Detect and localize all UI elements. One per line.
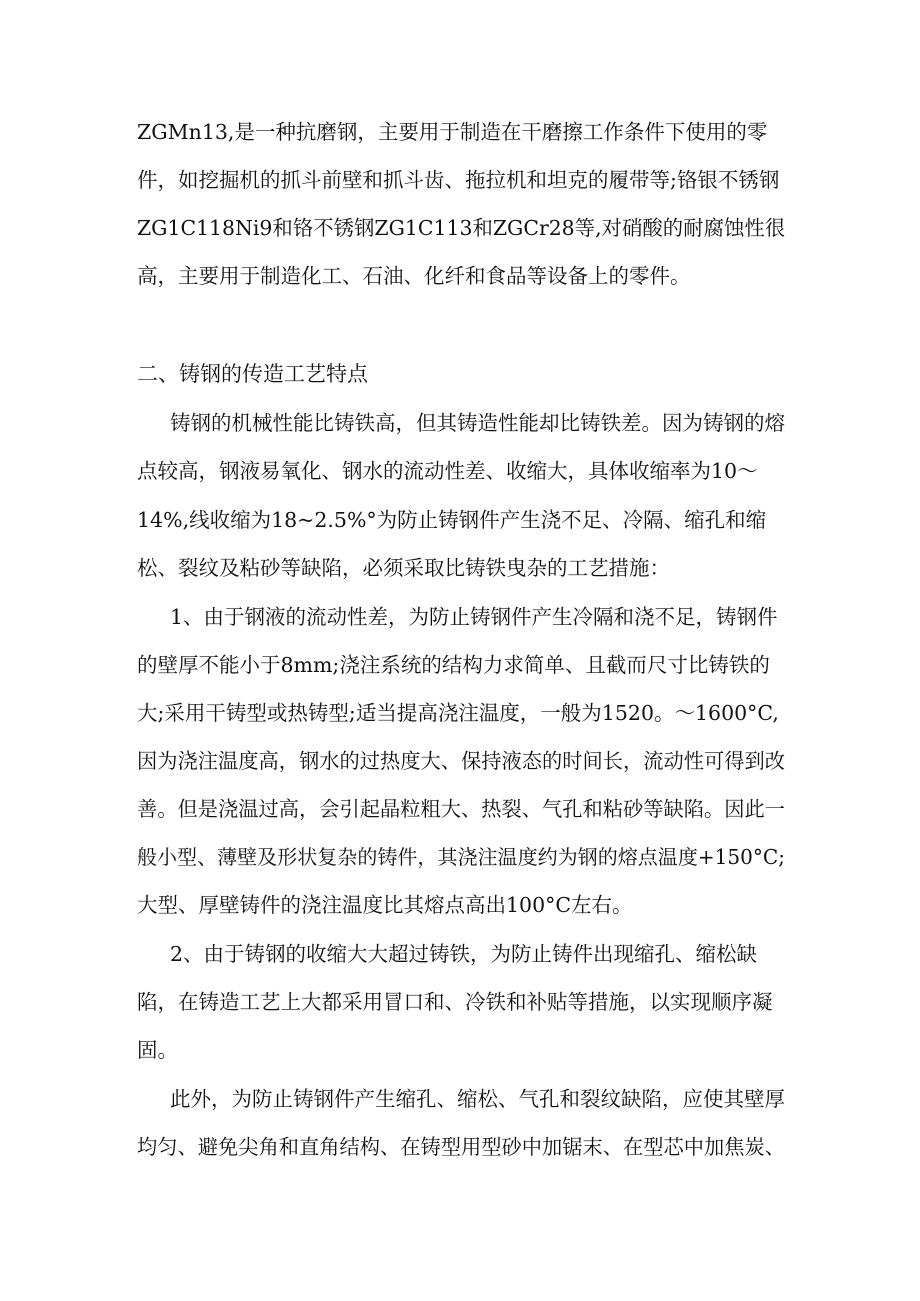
- paragraph-line: ZGMn13,是一种抗磨钢，主要用于制造在干磨擦工作条件下使用的零: [137, 120, 768, 144]
- paragraph-line: 大;采用干铸型或热铸型;适当提高浇注温度，一般为1520。〜1600°C,: [137, 701, 779, 725]
- paragraph-line: 2、由于铸钢的收缩大大超过铸铁，为防止铸件出现缩孔、缩松缺: [170, 942, 758, 966]
- paragraph-line: 善。但是浇温过高，会引起晶粒粗大、热裂、气孔和粘砂等缺陷。因此一: [137, 797, 786, 821]
- paragraph-line: 大型、厚壁铸件的浇注温度比其熔点高出100°C左右。: [137, 893, 633, 917]
- paragraph-line: 固。: [137, 1038, 178, 1062]
- paragraph-line: 高，主要用于制造化工、石油、化纤和食品等设备上的零件。: [137, 264, 691, 288]
- paragraph-line: 点较高，钢液易氧化、钢水的流动性差、收缩大，具体收缩率为10〜: [137, 459, 758, 483]
- paragraph-line: 陷，在铸造工艺上大都采用冒口和、冷铁和补贴等措施，以实现顺序凝: [137, 990, 773, 1014]
- paragraph-line: 1、由于钢液的流动性差，为防止铸钢件产生冷隔和浇不足，铸钢件: [170, 605, 778, 629]
- paragraph-line: 般小型、薄壁及形状复杂的铸件，其浇注温度约为钢的熔点温度+150°C;: [137, 845, 785, 869]
- paragraph-line: 松、裂纹及粘砂等缺陷，必须采取比铸铁曳杂的工艺措施：: [137, 556, 670, 580]
- paragraph-line: 件，如挖掘机的抓斗前壁和抓斗齿、拖拉机和坦克的履带等;铬银不锈钢: [137, 168, 780, 192]
- paragraph-line: 铸钢的机械性能比铸铁高，但其铸造性能却比铸铁差。因为铸钢的熔: [170, 411, 785, 435]
- paragraph-line: 此外，为防止铸钢件产生缩孔、缩松、气孔和裂纹缺陷，应使其壁厚: [170, 1087, 785, 1111]
- paragraph-line: ZG1C118Ni9和铬不锈钢ZG1C113和ZGCr28等,对硝酸的耐腐蚀性很: [137, 216, 786, 240]
- paragraph-line: 的壁厚不能小于8mm;浇注系统的结构力求简单、且截而尺寸比铸铁的: [137, 653, 770, 677]
- section-heading: 二、铸钢的传造工艺特点: [137, 362, 368, 386]
- paragraph-line: 均匀、避免尖角和直角结构、在铸型用型砂中加锯末、在型芯中加焦炭、: [137, 1135, 786, 1159]
- paragraph-line: 因为浇注温度高，钢水的过热度大、保持液态的时间长，流动性可得到改: [137, 749, 786, 773]
- paragraph-line: 14%,线收缩为18~2.5%°为防止铸钢件产生浇不足、冷隔、缩孔和缩: [137, 508, 767, 532]
